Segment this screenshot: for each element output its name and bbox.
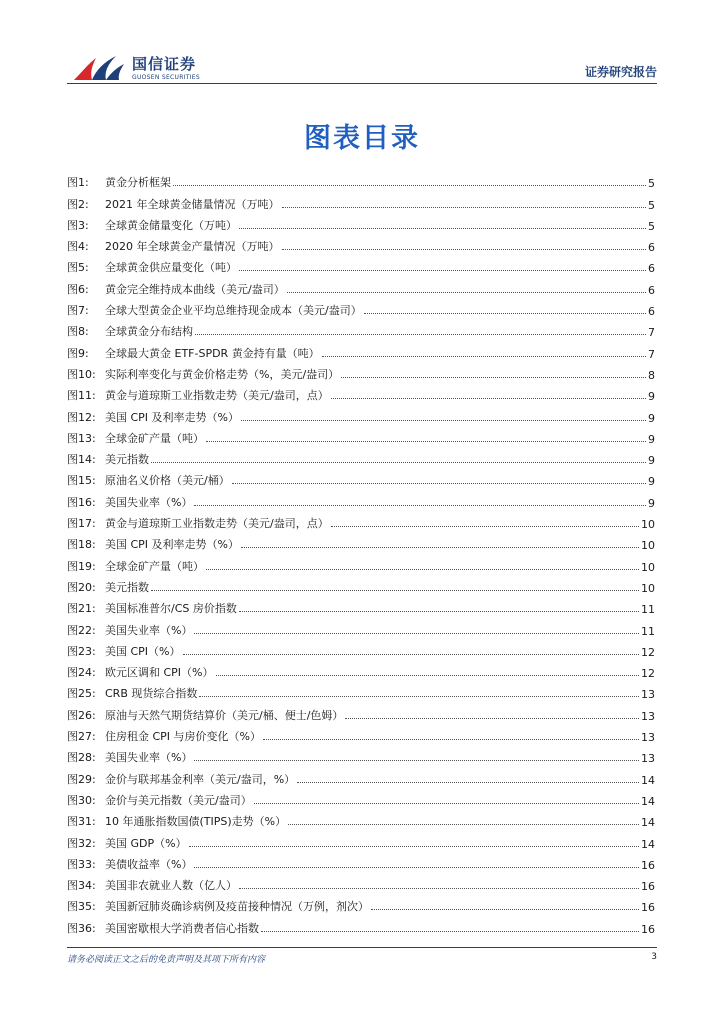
toc-entry-page: 10 xyxy=(641,581,655,595)
toc-leader-dots xyxy=(241,547,639,548)
toc-entry[interactable] xyxy=(67,638,655,659)
toc-entry-title: 黄金与道琼斯工业指数走势（美元/盎司，点） xyxy=(105,389,329,403)
toc-entry[interactable] xyxy=(67,510,655,531)
toc-leader-dots xyxy=(239,228,646,229)
toc-leader-dots xyxy=(282,207,647,208)
toc-entry-title: 全球最大黄金 ETF-SPDR 黄金持有量（吨） xyxy=(105,346,320,360)
toc-entry-page: 5 xyxy=(648,177,655,191)
toc-entry-page: 10 xyxy=(641,539,655,553)
toc-entry-page: 16 xyxy=(641,858,655,872)
toc-entry-title: 美国失业率（%） xyxy=(105,751,193,765)
toc-entry-title: 美国失业率（%） xyxy=(105,495,193,509)
toc-leader-dots xyxy=(371,909,639,910)
toc-entry[interactable] xyxy=(67,701,655,722)
guosen-logo-icon xyxy=(72,54,126,84)
toc-leader-dots xyxy=(239,888,639,889)
toc-entry-label: 图10: xyxy=(67,367,96,381)
toc-entry-label: 图18: xyxy=(67,538,96,552)
toc-entry[interactable] xyxy=(67,851,655,872)
toc-entry-label: 图8: xyxy=(67,325,89,339)
toc-entry-title: 美国 CPI 及利率走势（%） xyxy=(105,410,240,424)
toc-entry[interactable] xyxy=(67,914,655,935)
toc-entry-label: 图2: xyxy=(67,197,89,211)
toc-entry[interactable] xyxy=(67,339,655,360)
logo-chinese-name: 国信证券 xyxy=(132,55,197,73)
toc-entry[interactable] xyxy=(67,787,655,808)
toc-leader-dots xyxy=(254,803,639,804)
toc-entry-title: 美国 GDP（%） xyxy=(105,836,187,850)
toc-entry-label: 图5: xyxy=(67,261,89,275)
toc-entry-label: 图25: xyxy=(67,687,96,701)
toc-entry-label: 图11: xyxy=(67,389,96,403)
toc-entry-page: 7 xyxy=(648,347,655,361)
toc-entry[interactable] xyxy=(67,425,655,446)
toc-entry-title: 全球金矿产量（吨） xyxy=(105,559,204,573)
toc-entry[interactable] xyxy=(67,233,655,254)
toc-entry-page: 10 xyxy=(641,518,655,532)
toc-entry-page: 8 xyxy=(648,368,655,382)
report-type-label: 证券研究报告 xyxy=(584,65,657,79)
toc-leader-dots xyxy=(194,633,639,634)
toc-leader-dots xyxy=(239,270,646,271)
table-of-figures xyxy=(67,169,655,936)
toc-entry-page: 10 xyxy=(641,560,655,574)
toc-entry[interactable] xyxy=(67,531,655,552)
toc-entry-label: 图31: xyxy=(67,815,96,829)
toc-entry-title: 住房租金 CPI 与房价变化（%） xyxy=(105,730,262,744)
toc-entry-page: 16 xyxy=(641,901,655,915)
toc-entry-label: 图15: xyxy=(67,474,96,488)
toc-entry[interactable] xyxy=(67,297,655,318)
toc-entry-page: 6 xyxy=(648,262,655,276)
toc-leader-dots xyxy=(341,377,646,378)
toc-entry-title: 金价与美元指数（美元/盎司） xyxy=(105,793,252,807)
toc-leader-dots xyxy=(239,611,639,612)
toc-leader-dots xyxy=(194,505,646,506)
toc-entry[interactable] xyxy=(67,808,655,829)
toc-entry-label: 图27: xyxy=(67,730,96,744)
toc-entry-label: 图17: xyxy=(67,517,96,531)
toc-entry-page: 5 xyxy=(648,219,655,233)
toc-entry-page: 7 xyxy=(648,326,655,340)
toc-leader-dots xyxy=(241,420,646,421)
toc-entry[interactable] xyxy=(67,488,655,509)
toc-entry-label: 图9: xyxy=(67,346,89,360)
toc-entry-page: 13 xyxy=(641,709,655,723)
toc-entry-page: 6 xyxy=(648,283,655,297)
toc-entry[interactable] xyxy=(67,680,655,701)
logo-english-name: GUOSEN SECURITIES xyxy=(132,74,201,81)
toc-entry-title: 美债收益率（%） xyxy=(105,857,193,871)
toc-entry-page: 6 xyxy=(648,305,655,319)
toc-leader-dots xyxy=(216,675,639,676)
toc-entry-label: 图35: xyxy=(67,900,96,914)
toc-entry[interactable] xyxy=(67,467,655,488)
toc-entry-label: 图6: xyxy=(67,282,89,296)
toc-entry[interactable] xyxy=(67,595,655,616)
toc-leader-dots xyxy=(206,441,646,442)
toc-entry-label: 图19: xyxy=(67,559,96,573)
toc-entry-title: 原油与天然气期货结算价（美元/桶、便士/色姆） xyxy=(105,708,344,722)
toc-entry[interactable] xyxy=(67,318,655,339)
toc-entry-title: 黄金完全维持成本曲线（美元/盎司） xyxy=(105,282,285,296)
toc-entry[interactable] xyxy=(67,616,655,637)
toc-entry-label: 图13: xyxy=(67,431,96,445)
toc-entry-label: 图3: xyxy=(67,218,89,232)
toc-entry-label: 图30: xyxy=(67,793,96,807)
toc-entry-page: 9 xyxy=(648,411,655,425)
toc-entry-page: 12 xyxy=(641,667,655,681)
toc-entry-label: 图22: xyxy=(67,623,96,637)
toc-leader-dots xyxy=(183,654,639,655)
toc-entry-page: 5 xyxy=(648,198,655,212)
toc-entry[interactable] xyxy=(67,403,655,424)
toc-entry-label: 图24: xyxy=(67,666,96,680)
toc-entry-label: 图20: xyxy=(67,580,96,594)
toc-entry[interactable] xyxy=(67,829,655,850)
toc-entry-title: 全球大型黄金企业平均总维持现金成本（美元/盎司） xyxy=(105,304,362,318)
toc-leader-dots xyxy=(151,590,639,591)
toc-entry-label: 图23: xyxy=(67,644,96,658)
guosen-logo xyxy=(72,52,212,86)
toc-entry-title: 美国密歇根大学消费者信心指数 xyxy=(105,921,259,935)
toc-entry-title: 黄金与道琼斯工业指数走势（美元/盎司，点） xyxy=(105,517,329,531)
toc-entry[interactable] xyxy=(67,212,655,233)
toc-entry-page: 16 xyxy=(641,922,655,936)
toc-entry-label: 图36: xyxy=(67,921,96,935)
toc-leader-dots xyxy=(282,249,647,250)
toc-entry[interactable] xyxy=(67,190,655,211)
toc-entry[interactable] xyxy=(67,723,655,744)
toc-entry-page: 13 xyxy=(641,752,655,766)
toc-entry[interactable] xyxy=(67,574,655,595)
toc-entry[interactable] xyxy=(67,275,655,296)
footer-divider xyxy=(67,947,657,948)
toc-leader-dots xyxy=(199,696,639,697)
toc-entry-title: 全球金矿产量（吨） xyxy=(105,431,204,445)
toc-entry-label: 图26: xyxy=(67,708,96,722)
toc-leader-dots xyxy=(345,718,639,719)
toc-leader-dots xyxy=(331,526,639,527)
toc-entry-title: 美国新冠肺炎确诊病例及疫苗接种情况（万例，剂次） xyxy=(105,900,369,914)
toc-entry-label: 图14: xyxy=(67,453,96,467)
toc-leader-dots xyxy=(194,760,639,761)
toc-entry[interactable] xyxy=(67,744,655,765)
toc-entry[interactable] xyxy=(67,254,655,275)
toc-entry-title: 原油名义价格（美元/桶） xyxy=(105,474,230,488)
toc-entry[interactable] xyxy=(67,893,655,914)
toc-entry-label: 图21: xyxy=(67,602,96,616)
toc-leader-dots xyxy=(331,398,646,399)
toc-entry-label: 图7: xyxy=(67,304,89,318)
toc-entry-page: 13 xyxy=(641,731,655,745)
toc-entry-page: 16 xyxy=(641,880,655,894)
toc-leader-dots xyxy=(195,334,646,335)
toc-entry[interactable] xyxy=(67,382,655,403)
toc-entry-page: 9 xyxy=(648,454,655,468)
toc-entry-page: 14 xyxy=(641,816,655,830)
disclaimer-note: 请务必阅读正文之后的免责声明及其项下所有内容 xyxy=(67,955,266,965)
toc-leader-dots xyxy=(322,356,646,357)
toc-entry-title: 10 年通胀指数国债(TIPS)走势（%） xyxy=(105,815,287,829)
toc-entry-title: 2021 年全球黄金储量情况（万吨） xyxy=(105,197,280,211)
toc-leader-dots xyxy=(173,185,646,186)
toc-leader-dots xyxy=(288,824,639,825)
toc-entry-title: 美国 CPI（%） xyxy=(105,644,181,658)
header-divider xyxy=(67,83,657,84)
toc-entry-title: 美国非农就业人数（亿人） xyxy=(105,879,237,893)
toc-leader-dots xyxy=(194,867,639,868)
toc-entry-page: 9 xyxy=(648,432,655,446)
toc-entry-label: 图28: xyxy=(67,751,96,765)
toc-entry-label: 图12: xyxy=(67,410,96,424)
toc-leader-dots xyxy=(189,846,639,847)
toc-entry-title: 金价与联邦基金利率（美元/盎司，%） xyxy=(105,772,296,786)
toc-entry-title: 实际利率变化与黄金价格走势（%，美元/盎司） xyxy=(105,367,340,381)
page-number: 3 xyxy=(651,952,657,962)
page-title: 图表目录 xyxy=(304,123,420,154)
toc-entry-page: 14 xyxy=(641,837,655,851)
toc-entry-title: 美国失业率（%） xyxy=(105,623,193,637)
toc-entry-title: 全球黄金分布结构 xyxy=(105,325,193,339)
toc-leader-dots xyxy=(232,483,646,484)
toc-entry-title: 2020 年全球黄金产量情况（万吨） xyxy=(105,240,280,254)
toc-leader-dots xyxy=(151,462,646,463)
toc-entry[interactable] xyxy=(67,169,655,190)
toc-leader-dots xyxy=(263,739,639,740)
toc-entry-page: 9 xyxy=(648,390,655,404)
toc-entry-title: 全球黄金供应量变化（吨） xyxy=(105,261,237,275)
toc-leader-dots xyxy=(206,569,639,570)
toc-entry-title: 黄金分析框架 xyxy=(105,176,171,190)
toc-leader-dots xyxy=(287,292,646,293)
toc-entry-page: 14 xyxy=(641,794,655,808)
toc-entry-label: 图34: xyxy=(67,879,96,893)
toc-entry-label: 图33: xyxy=(67,857,96,871)
toc-entry-page: 14 xyxy=(641,773,655,787)
toc-entry[interactable] xyxy=(67,872,655,893)
toc-entry-page: 12 xyxy=(641,645,655,659)
toc-entry-page: 9 xyxy=(648,496,655,510)
toc-entry-label: 图1: xyxy=(67,176,89,190)
toc-entry[interactable] xyxy=(67,446,655,467)
toc-leader-dots xyxy=(261,931,639,932)
toc-entry[interactable] xyxy=(67,765,655,786)
toc-entry[interactable] xyxy=(67,552,655,573)
toc-entry-label: 图16: xyxy=(67,495,96,509)
toc-entry-title: 美国 CPI 及利率走势（%） xyxy=(105,538,240,552)
toc-entry-label: 图29: xyxy=(67,772,96,786)
toc-entry-page: 11 xyxy=(641,603,655,617)
toc-leader-dots xyxy=(297,782,639,783)
toc-entry-page: 9 xyxy=(648,475,655,489)
toc-entry[interactable] xyxy=(67,659,655,680)
toc-entry-page: 6 xyxy=(648,241,655,255)
toc-entry-title: CRB 现货综合指数 xyxy=(105,687,198,701)
toc-entry-label: 图4: xyxy=(67,240,89,254)
toc-entry-title: 欧元区调和 CPI（%） xyxy=(105,666,214,680)
page-header xyxy=(67,48,657,88)
toc-entry[interactable] xyxy=(67,361,655,382)
toc-entry-title: 全球黄金储量变化（万吨） xyxy=(105,218,237,232)
toc-entry-label: 图32: xyxy=(67,836,96,850)
toc-entry-page: 13 xyxy=(641,688,655,702)
toc-entry-title: 美元指数 xyxy=(105,453,149,467)
toc-entry-page: 11 xyxy=(641,624,655,638)
toc-leader-dots xyxy=(364,313,646,314)
toc-entry-title: 美元指数 xyxy=(105,580,149,594)
toc-entry-title: 美国标准普尔/CS 房价指数 xyxy=(105,602,237,616)
